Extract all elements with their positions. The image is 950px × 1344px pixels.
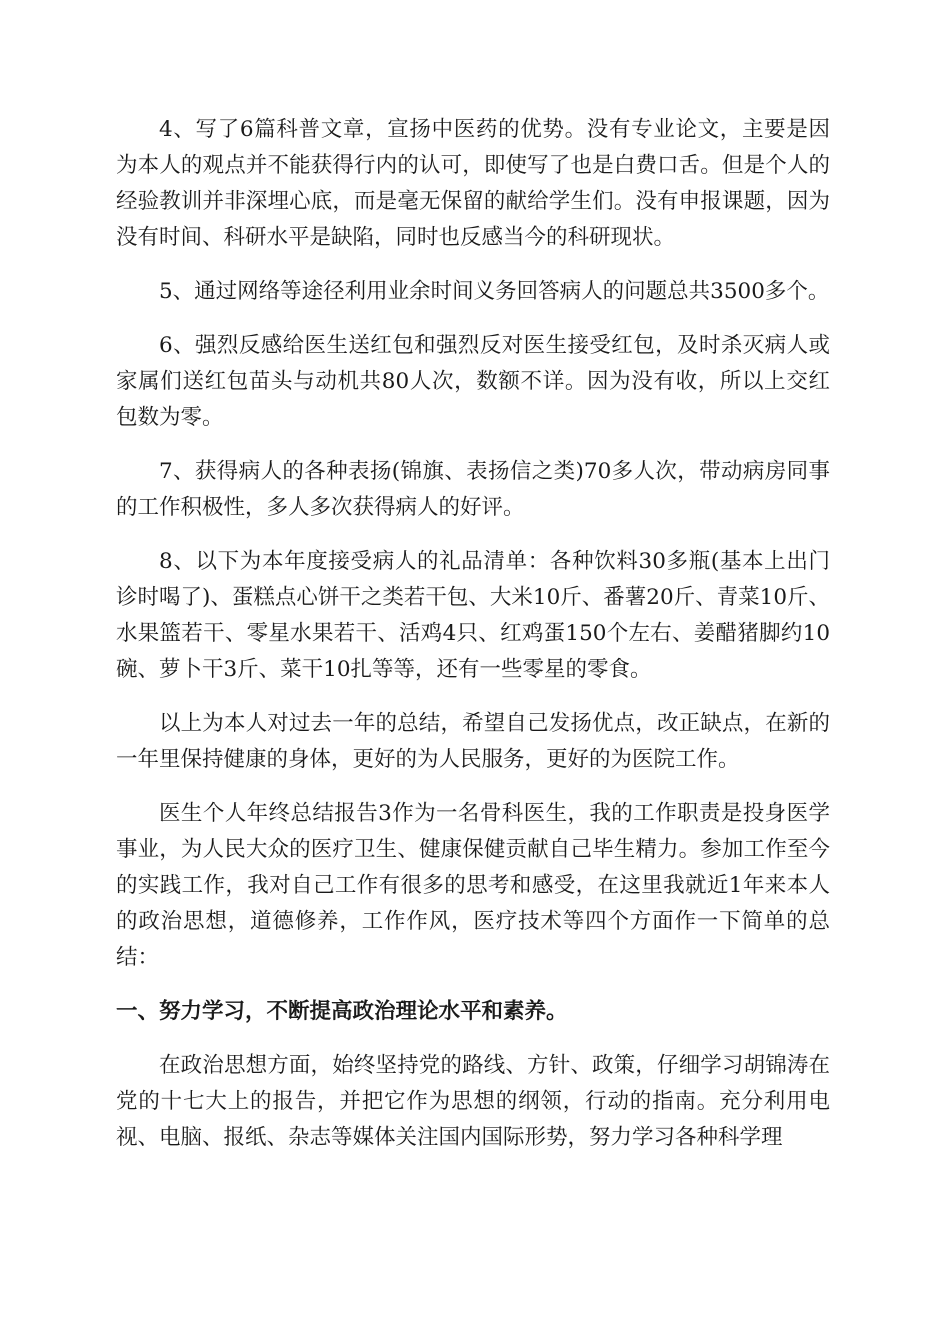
paragraph-report-intro: 医生个人年终总结报告3作为一名骨科医生，我的工作职责是投身医学事业，为人民大众的医疗卫生、健康保健贡献自己毕生精力。参加工作至今的实践工作，我对自己工作有很多的思考和感受，在这里我就近1年来本人的政治思想，道德修养，工作作风，医疗技术等四个方面作一下简单的总结：: [116, 801, 830, 970]
paragraph-political-thought: 在政治思想方面，始终坚持党的路线、方针、政策，仔细学习胡锦涛在党的十七大上的报告，并把它作为思想的纲领，行动的指南。充分利用电视、电脑、报纸、杂志等媒体关注国内国际形势，努力学习各种科学理: [116, 1053, 830, 1150]
paragraph-item-4: 4、写了6篇科普文章，宣扬中医药的优势。没有专业论文，主要是因为本人的观点并不能获得行内的认可，即使写了也是白费口舌。但是个人的经验教训并非深埋心底，而是毫无保留的献给学生们。没有申报课题，因为没有时间、科研水平是缺陷，同时也反感当今的科研现状。: [116, 117, 830, 250]
section-heading: 一、努力学习，不断提高政治理论水平和素养。: [116, 999, 568, 1024]
paragraph-summary: 以上为本人对过去一年的总结，希望自己发扬优点，改正缺点，在新的一年里保持健康的身体，更好的为人民服务，更好的为医院工作。: [116, 711, 830, 772]
document-page: [116, 112, 830, 1174]
paragraph-item-7: 7、获得病人的各种表扬(锦旗、表扬信之类)70多人次，带动病房同事的工作积极性，多人多次获得病人的好评。: [116, 459, 830, 520]
paragraph-item-5: 5、通过网络等途径利用业余时间义务回答病人的问题总共3500多个。: [159, 279, 830, 304]
paragraph-item-8: 8、以下为本年度接受病人的礼品清单：各种饮料30多瓶(基本上出门诊时喝了)、蛋糕点心饼干之类若干包、大米10斤、番薯20斤、青菜10斤、水果篮若干、零星水果若干、活鸡4只、红鸡蛋150个左右、姜醋猪脚约10碗、萝卜干3斤、菜干10扎等等，还有一些零星的零食。: [116, 549, 830, 682]
paragraph-item-6: 6、强烈反感给医生送红包和强烈反对医生接受红包，及时杀灭病人或家属们送红包苗头与动机共80人次，数额不详。因为没有收，所以上交红包数为零。: [116, 333, 830, 430]
